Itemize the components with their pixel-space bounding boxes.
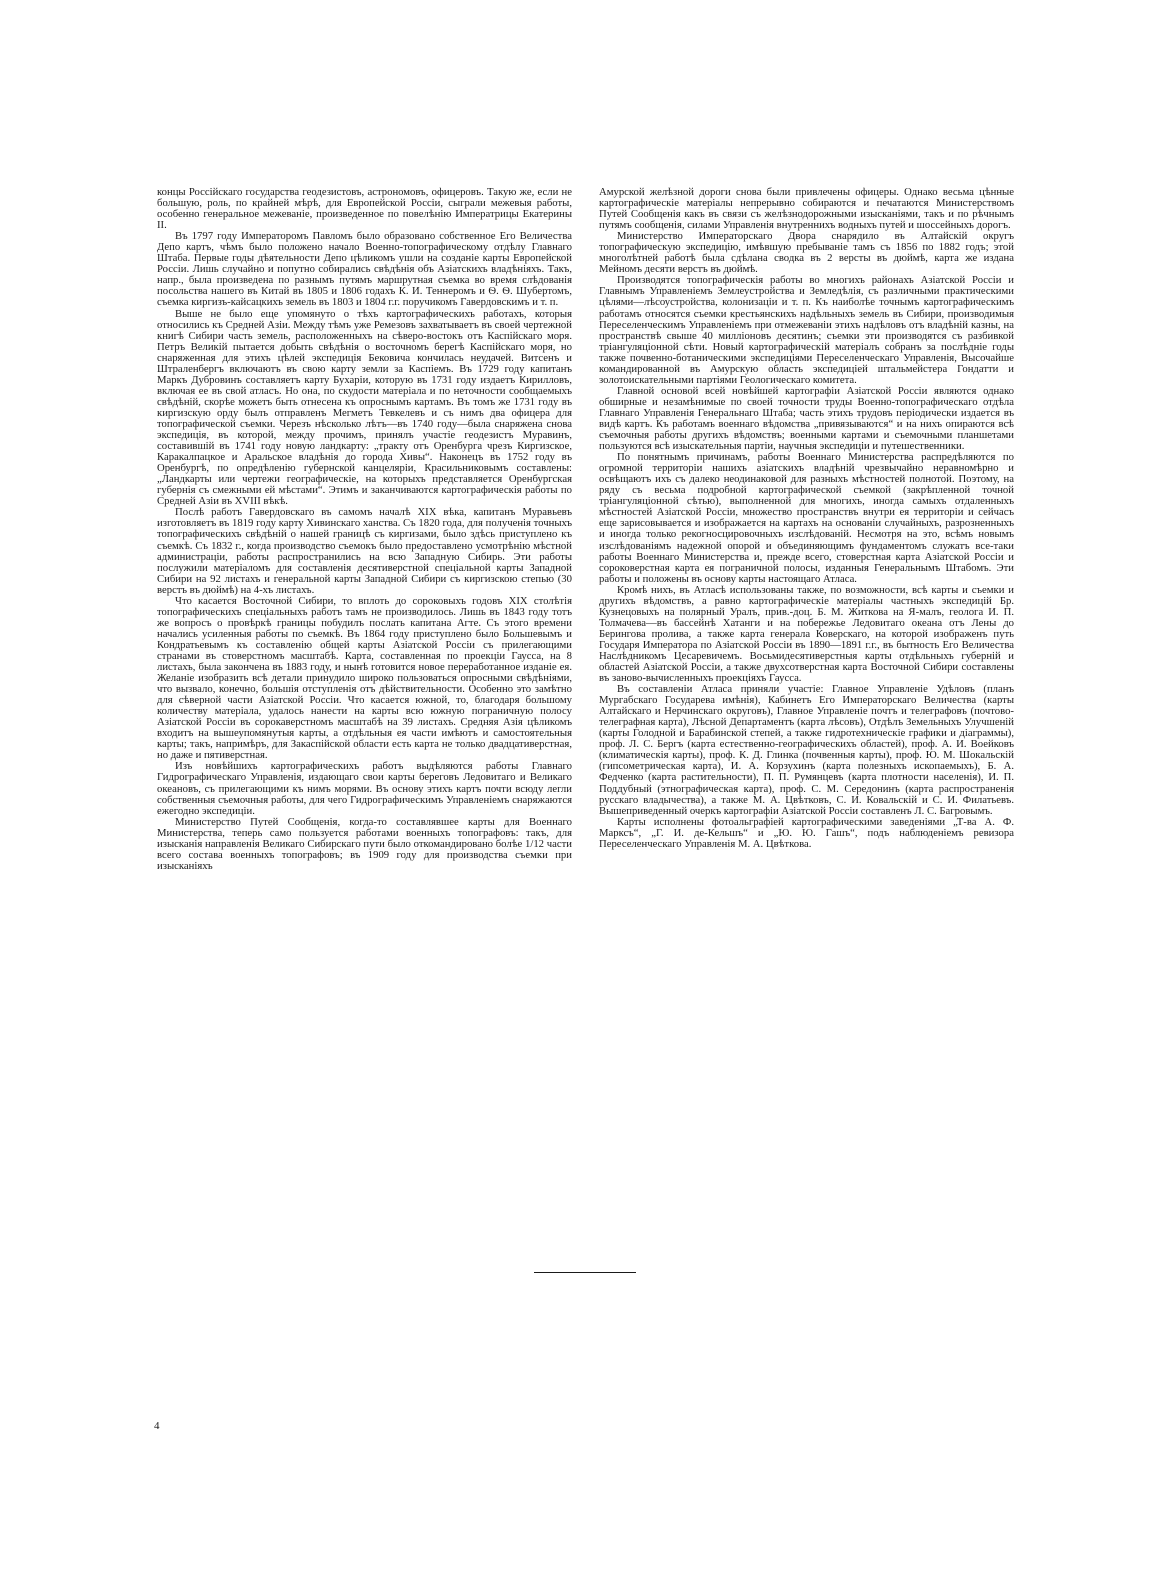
paragraph: Карты исполнены фотоальграфіей картографическими заведеніями „Т-ва А. Ф. Марксъ“, „Г. И. де-Кельшъ“ и „Ю. Ю. Гашъ“, подъ наблюденіемъ ревизора Переселенческаго Управленія М. А. Цвѣткова. <box>599 815 1014 850</box>
paragraph: Въ 1797 году Императоромъ Павломъ было образовано собственное Его Величества Депо картъ, чѣмъ было положено начало Военно-топографическому отдѣлу Главнаго Штаба. Первые годы дѣятельности Депо цѣликомъ ушли на созданіе карты Европейской Россіи. Лишь случайно и попутно собирались свѣдѣнія объ Азіатскихъ владѣніяхъ. Такъ, напр., была произведена по разнымъ путямъ маршрутная съемка во время слѣдованія посольства нашего въ Китай въ 1805 и 1806 годахъ К. И. Теннеромъ и Ѳ. Ѳ. Шубертомъ, съемка киргизъ-кайсацкихъ земель въ 1803 и 1804 г.г. поручикомъ Гавердовскимъ и т. п. <box>157 230 572 309</box>
paragraph: Что касается Восточной Сибири, то вплоть до сороковыхъ годовъ XIX столѣтія топографическихъ спеціальныхъ работъ тамъ не производилось. Лишь въ 1843 году тотъ же вопросъ о провѣркѣ границы побудилъ послать капитана Агте. Съ этого времени начались усиленныя работы по съемкѣ. Въ 1864 году приступлено было Большевымъ и Кондратьевымъ къ составленію общей карты Азіатской Россіи съ прилегающими странами въ стоверстномъ масштабѣ. Карта, составленная по проекціи Гаусса, на 8 листахъ, была закончена въ 1883 году, и нынѣ готовится новое переработанное изданіе ея. Желаніе изобразить всѣ детали принудило широко пользоваться опросными свѣдѣніями, что вызвало, конечно, большія отступленія отъ дѣйствительности. Особенно это замѣтно для сѣверной части Азіатской Россіи. Что касается южной, то, благодаря большому количеству матеріала, удалось нанести на карты всю южную пограничную полосу Азіатской Россіи въ сорокаверстномъ масштабѣ на 39 листахъ. Средняя Азія цѣликомъ входитъ на вышеупомянутыя карты, а отдѣльныя ея части имѣютъ и самостоятельныя карты; такъ, напримѣръ, для Закаспійской области есть карта не только двадцативерстная, но даже и пятиверстная. <box>157 594 572 762</box>
paragraph: Производятся топографическія работы во многихъ районахъ Азіатской Россіи и Главнымъ Управленіемъ Землеустройства и Земледѣлія, съ различными практическими цѣлями—лѣсоустройства, колонизаціи и т. п. Къ наиболѣе точнымъ картографическимъ работамъ относятся съемки крестьянскихъ надѣльныхъ земель въ Сибири, производимыя Переселенческимъ Управленіемъ при отмежеваніи этихъ надѣловъ отъ владѣній казны, на пространствѣ свыше 40 милліоновъ десятинъ; съемки эти производятся съ разбивкой тріангуляціонной сѣти. Новый картографическій матеріалъ собранъ за послѣдніе годы также почвенно-ботаническими экспедиціями Переселенческаго Управленія, Высочайше командированной въ Амурскую область экспедиціей штальмейстера Гондатти и золотоискательными партіями Геологическаго комитета. <box>599 274 1014 386</box>
paragraph: Въ составленіи Атласа приняли участіе: Главное Управленіе Удѣловъ (планъ Мургабскаго Государева имѣнія), Кабинетъ Его Императорскаго Величества (карты Алтайскаго и Нерчинскаго округовъ), Главное Управленіе почтъ и телеграфовъ (почтово-телеграфная карта), Лѣсной Департаментъ (карта лѣсовъ), Отдѣлъ Земельныхъ Улучшеній (карты Голодной и Барабинской степей, а также гидротехническіе графики и діаграммы), проф. Л. С. Бергъ (карта естественно-географическихъ областей), проф. А. И. Воейковъ (климатическія карты), проф. К. Д. Глинка (почвенныя карты), проф. Ю. М. Шокальскій (гипсометрическая карта), И. А. Корзухинъ (карта полезныхъ ископаемыхъ), Б. А. Федченко (карта растительности), П. П. Румянцевъ (карта плотности населенія), И. П. Поддубный (этнографическая карта), проф. С. М. Середонинъ (карта распространенія русскаго владычества), а также М. А. Цвѣтковъ, С. И. Ковальскій и С. И. Филатьевъ. Вышеприведенный очеркъ картографіи Азіатской Россіи составленъ Л. С. Багровымъ. <box>599 683 1014 817</box>
paragraph: концы Россійскаго государства геодезистовъ, астрономовъ, офицеровъ. Такую же, если не большую, роль, по крайней мѣрѣ, для Европейской Россіи, сыграли межевыя работы, особенно генеральное межеваніе, произведенное по повелѣнію Императрицы Екатерины II. <box>157 186 572 232</box>
paragraph: Амурской желѣзной дороги снова были привлечены офицеры. Однако весьма цѣнные картографическіе матеріалы непрерывно собираются и печатаются Министерствомъ Путей Сообщенія какъ въ связи съ желѣзнодорожными изысканіями, такъ и по рѣчнымъ путямъ сообщенія, силами Управленія внутреннихъ водныхъ путей и шоссейныхъ дорогъ. <box>599 186 1014 232</box>
left-text-column <box>157 187 572 872</box>
paragraph: Главной основой всей новѣйшей картографіи Азіатской Россіи являются однако обширные и незамѣнимые по своей точности труды Военно-топографическаго отдѣла Главнаго Управленія Генеральнаго Штаба; часть этихъ трудовъ періодически издается въ видѣ картъ. Къ работамъ военнаго вѣдомства „привязываются“ и на нихъ опираются всѣ съемочныя работы другихъ вѣдомствъ; военными картами и съемочными планшетами пользуются всѣ изыскательныя партіи, научныя экспедиціи и путешественники. <box>599 384 1014 453</box>
paragraph: Министерство Императорскаго Двора снарядило въ Алтайскій округъ топографическую экспедицію, имѣвшую пребываніе тамъ съ 1856 по 1882 годъ; этой многолѣтней работѣ была сдѣлана сводка въ 2 версты въ дюймѣ, карта же издана Мейномъ десяти верстъ въ дюймѣ. <box>599 230 1014 276</box>
paragraph: По понятнымъ причинамъ, работы Военнаго Министерства распредѣляются по огромной территоріи нашихъ азіатскихъ владѣній чрезвычайно неравномѣрно и освѣщаютъ ихъ съ далеко неодинаковой для разныхъ мѣстностей полнотой. Поэтому, на ряду съ весьма подробной картографической съемкой (закрѣпленной точной тріангуляціонной сѣтью), выполненной для многихъ, иногда самыхъ отдаленныхъ мѣстностей Азіатской Россіи, множество пространствъ внутри ея территоріи и сейчасъ еще зарисовывается и изображается на картахъ на основаніи случайныхъ, разрозненныхъ и иногда только рекогносцировочныхъ изслѣдованій. Несмотря на это, всѣмъ новымъ изслѣдованіямъ надежной опорой и объединяющимъ фундаментомъ служатъ все-таки работы Военнаго Министерства и, прежде всего, стоверстная карта Азіатской Россіи и сороковерстная карта ея пограничной полосы, изданныя Генеральнымъ Штабомъ. Эти работы и положены въ основу карты настоящаго Атласа. <box>599 451 1014 585</box>
section-end-rule <box>534 1272 636 1273</box>
right-text-column <box>599 187 1014 850</box>
paragraph: Министерство Путей Сообщенія, когда-то составлявшее карты для Военнаго Министерства, теперь само пользуется работами военныхъ топографовъ: такъ, для изысканія направленія Великаго Сибирскаго пути было откомандировано болѣе 1/12 части всего состава военныхъ топографовъ; въ 1909 году для производства съемки при изысканіяхъ <box>157 815 572 872</box>
paragraph: Изъ новѣйшихъ картографическихъ работъ выдѣляются работы Главнаго Гидрографическаго Управленія, издающаго свои карты береговъ Ледовитаго и Великаго океановъ, съ прилегающими къ нимъ морями. Въ основу этихъ картъ почти всюду легли собственныя съемочныя работы, для чего Гидрографическимъ Управленіемъ снаряжаются ежегодно экспедиціи. <box>157 760 572 817</box>
paragraph: Кромѣ нихъ, въ Атласѣ использованы также, по возможности, всѣ карты и съемки и другихъ вѣдомствъ, а равно картографическіе матеріалы частныхъ экспедицій Бр. Кузнецовыхъ на полярный Уралъ, прив.-доц. Б. М. Житкова на Я-малъ, геолога И. П. Толмачева—въ бассейнѣ Хатанги и на побережье Ледовитаго океана отъ Лены до Берингова пролива, а также карта генерала Коверскаго, на которой изображенъ путь Государя Императора по Азіатской Россіи въ 1890—1891 г.г., въ бытность Его Величества Наслѣдникомъ Цесаревичемъ. Восьмидесятиверстныя карты отдѣльныхъ губерній и областей Азіатской Россіи, а также двухсотверстная карта Восточной Сибири составлены въ заново-вычисленныхъ проекціяхъ Гаусса. <box>599 583 1014 685</box>
paragraph: Выше не было еще упомянуто о тѣхъ картографическихъ работахъ, которыя относились къ Средней Азіи. Между тѣмъ уже Ремезовъ захватываетъ въ своей чертежной книгѣ Сибири часть земель, расположенныхъ на сѣверо-востокъ отъ Каспійскаго моря. Петръ Великій пытается добыть свѣдѣнія о восточномъ берегѣ Каспійскаго моря, но снаряженная для этихъ цѣлей экспедиція Бековича кончилась неудачей. Витсенъ и Штраленбергъ включаютъ въ свою карту земли за Каспіемъ. Въ 1729 году капитанъ Маркъ Дубровинъ составляетъ карту Бухаріи, которую въ 1731 году издаетъ Кирилловъ, включая ее въ свой атласъ. Но она, по скудости матеріала и по неточности сообщаемыхъ свѣдѣній, скорѣе можетъ быть отнесена къ опроснымъ картамъ. Въ томъ же 1731 году въ киргизскую орду былъ отправленъ Мегметъ Тевкелевъ и съ нимъ два офицера для топографической съемки. Черезъ нѣсколько лѣтъ—въ 1740 году—была снаряжена снова экспедиція, въ которой, между прочимъ, принялъ участіе геодезистъ Муравинъ, составившій въ 1741 году новую ландкарту: „тракту отъ Оренбурга чрезъ Киргизское, Каракалпацкое и Аральское владѣнія до города Хивы“. Наконецъ въ 1752 году въ Оренбургѣ, по опредѣленію губернской канцеляріи, Красильниковымъ составлены: „Ландкарты или чертежи географическіе, на которыхъ представляется Оренбургская губернія съ смежными ей мѣстами“. Этимъ и заканчиваются картографическія работы по Средней Азіи въ XVIII вѣкѣ. <box>157 307 572 508</box>
paragraph: Послѣ работъ Гавердовскаго въ самомъ началѣ XIX вѣка, капитанъ Муравьевъ изготовляетъ въ 1819 году карту Хивинскаго ханства. Съ 1820 года, для полученія точныхъ топографическихъ свѣдѣній о нашей границѣ съ киргизами, было здѣсь приступлено къ съемкѣ. Съ 1832 г., когда производство съемокъ было предоставлено усмотрѣнію мѣстной администраціи, работы распространились на всю Западную Сибирь. Эти работы послужили матеріаломъ для составленія десятиверстной спеціальной карты Западной Сибири на 92 листахъ и генеральной карты Западной Сибири съ киргизскою степью (30 верстъ въ дюймѣ) на 4-хъ листахъ. <box>157 506 572 596</box>
page-number: 4 <box>154 1420 160 1432</box>
